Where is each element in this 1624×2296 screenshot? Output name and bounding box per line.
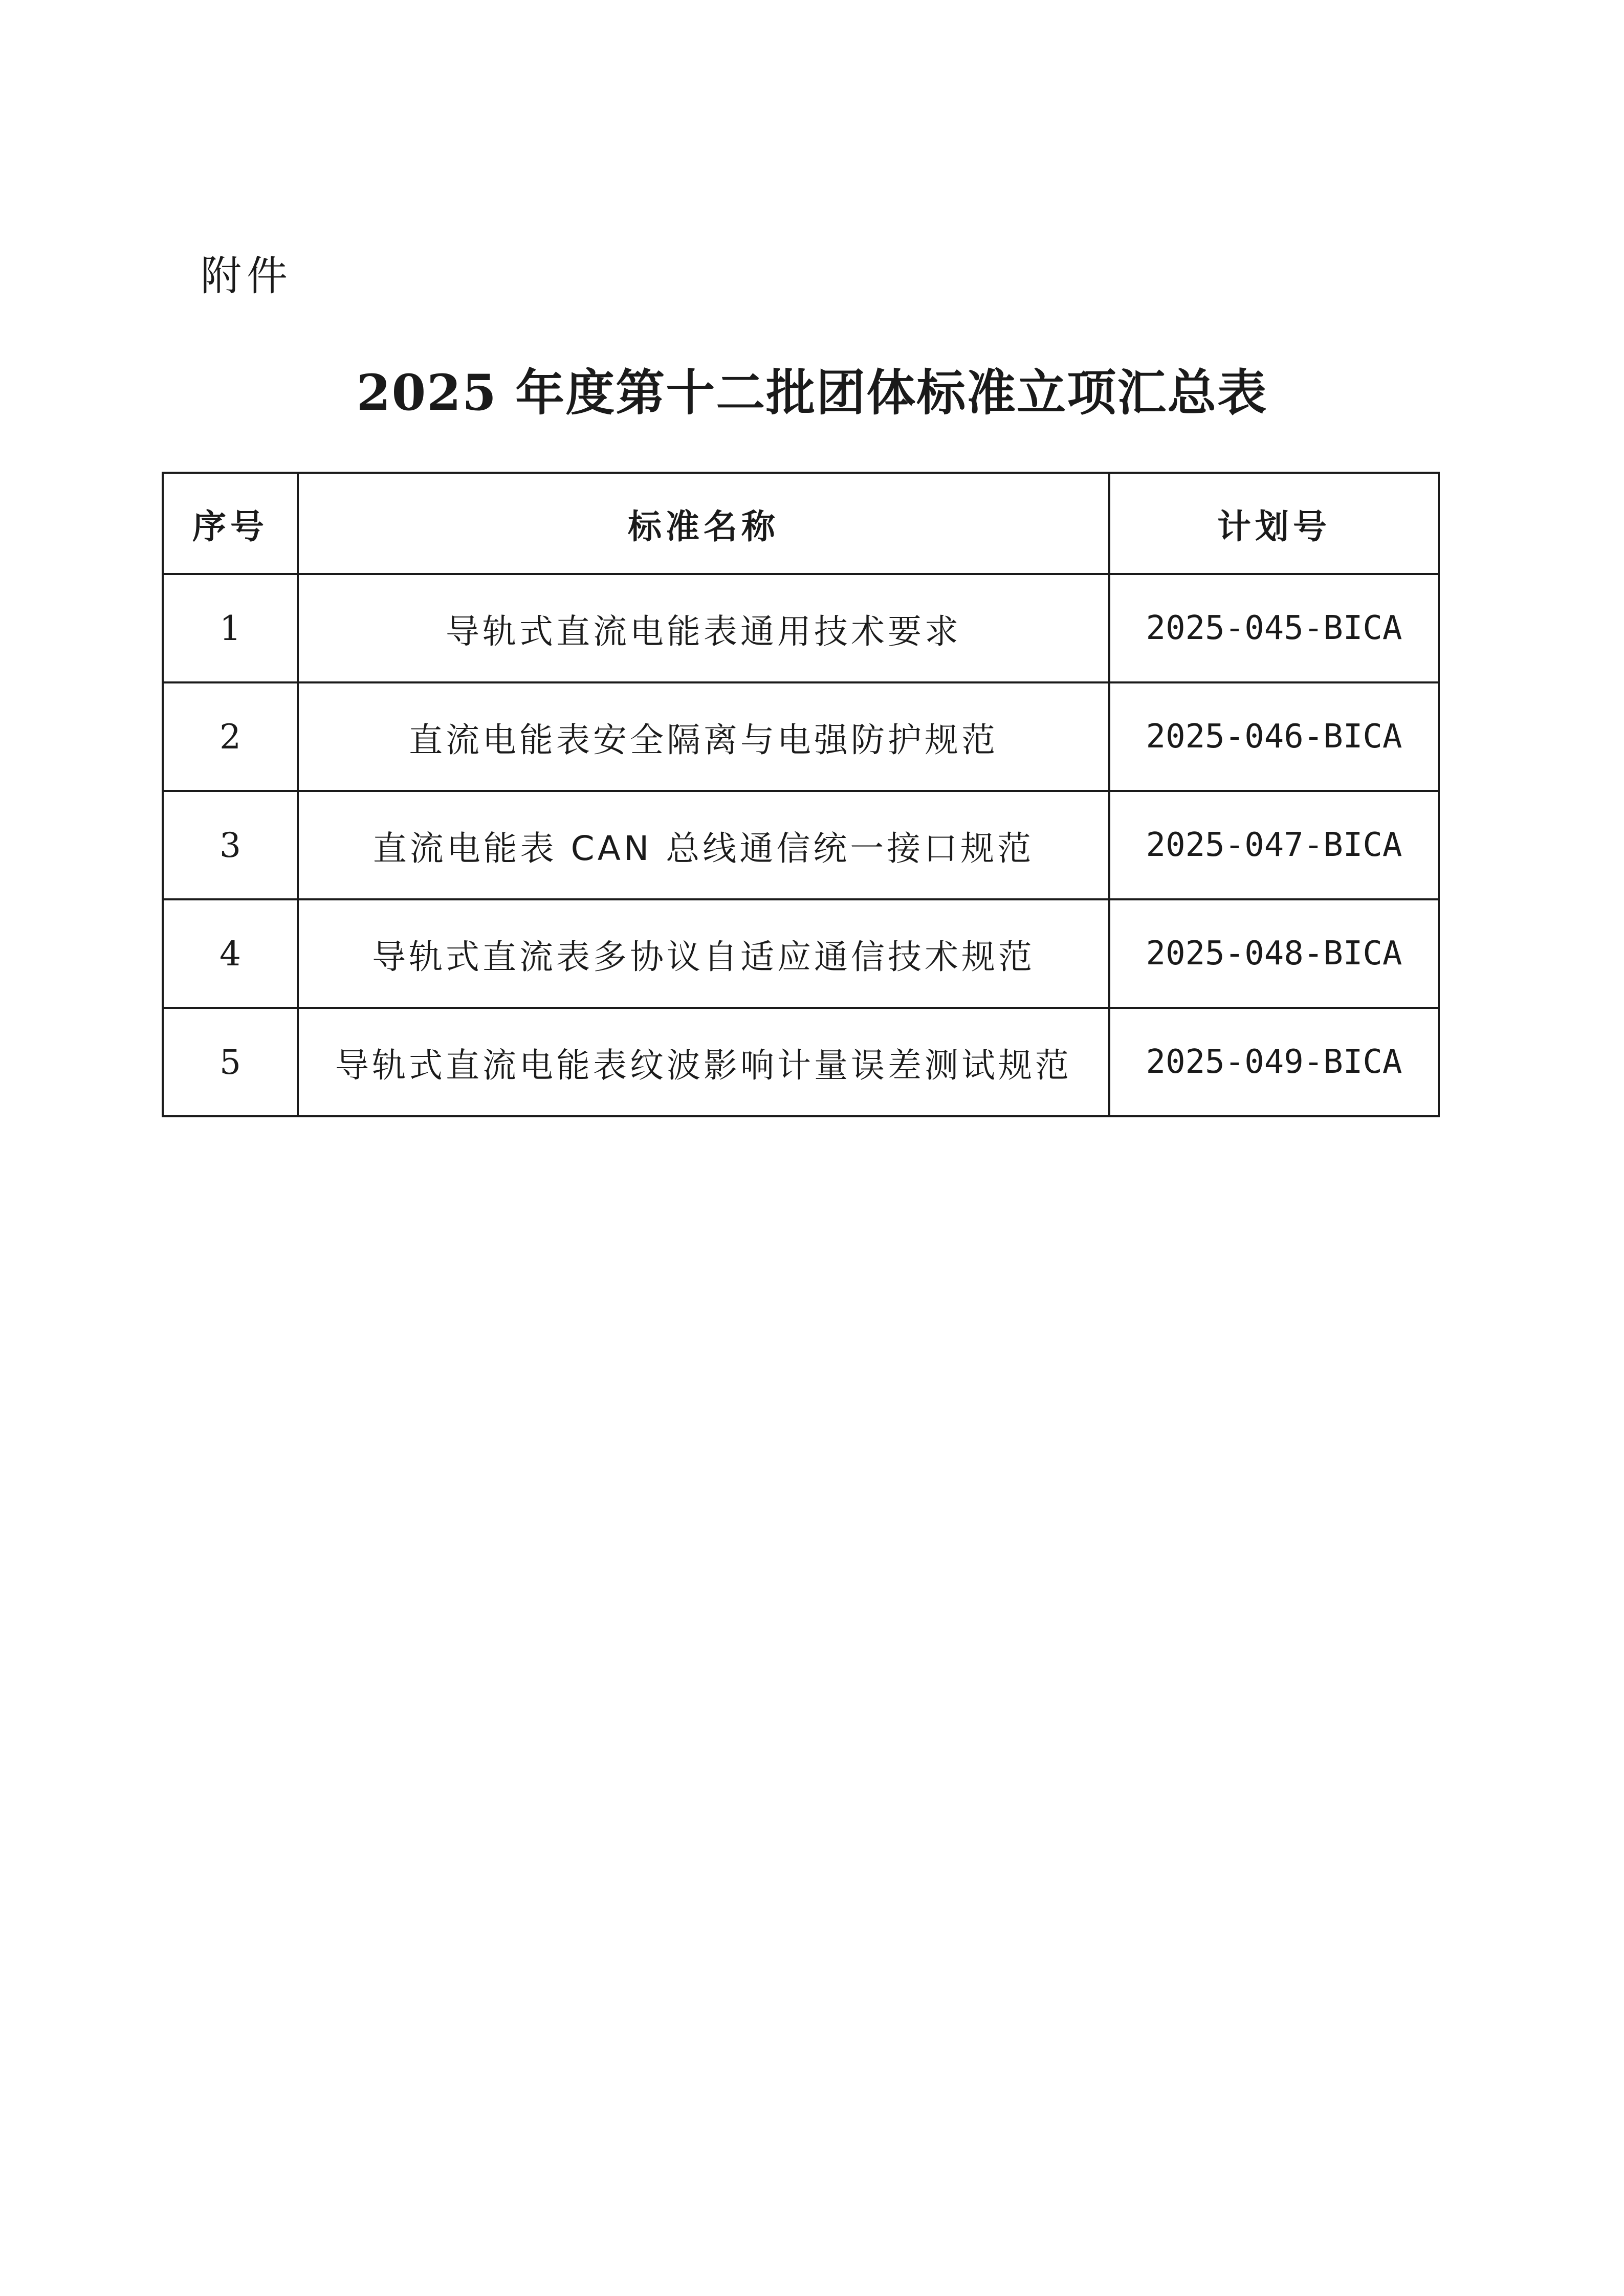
plan-number-cell: 2025-047-BICA: [1109, 791, 1439, 899]
table-row: [163, 899, 1439, 1008]
attachment-label: 附件: [201, 252, 293, 300]
seq-cell: 3: [163, 791, 298, 899]
standard-name-cell: 直流电能表 CAN 总线通信统一接口规范: [298, 791, 1109, 899]
table-row: [163, 1008, 1439, 1116]
table-header-row: [163, 473, 1439, 574]
column-header-standard-name: 标准名称: [298, 473, 1109, 574]
standard-name-cell: 导轨式直流电能表纹波影响计量误差测试规范: [298, 1008, 1109, 1116]
standard-name-cell: 导轨式直流表多协议自适应通信技术规范: [298, 899, 1109, 1008]
table-row: [163, 682, 1439, 791]
seq-cell: 4: [163, 899, 298, 1008]
seq-cell: 1: [163, 574, 298, 682]
plan-number-cell: 2025-046-BICA: [1109, 682, 1439, 791]
table-row: [163, 574, 1439, 682]
standards-summary-table: [162, 472, 1440, 1117]
seq-cell: 5: [163, 1008, 298, 1116]
plan-number-cell: 2025-048-BICA: [1109, 899, 1439, 1008]
standard-name-cell: 直流电能表安全隔离与电强防护规范: [298, 682, 1109, 791]
page-title: 2025 年度第十二批团体标准立项汇总表: [356, 364, 1268, 422]
column-header-plan-number: 计划号: [1109, 473, 1439, 574]
table-row: [163, 791, 1439, 899]
column-header-seq: 序号: [163, 473, 298, 574]
plan-number-cell: 2025-045-BICA: [1109, 574, 1439, 682]
plan-number-cell: 2025-049-BICA: [1109, 1008, 1439, 1116]
seq-cell: 2: [163, 682, 298, 791]
standard-name-cell: 导轨式直流电能表通用技术要求: [298, 574, 1109, 682]
